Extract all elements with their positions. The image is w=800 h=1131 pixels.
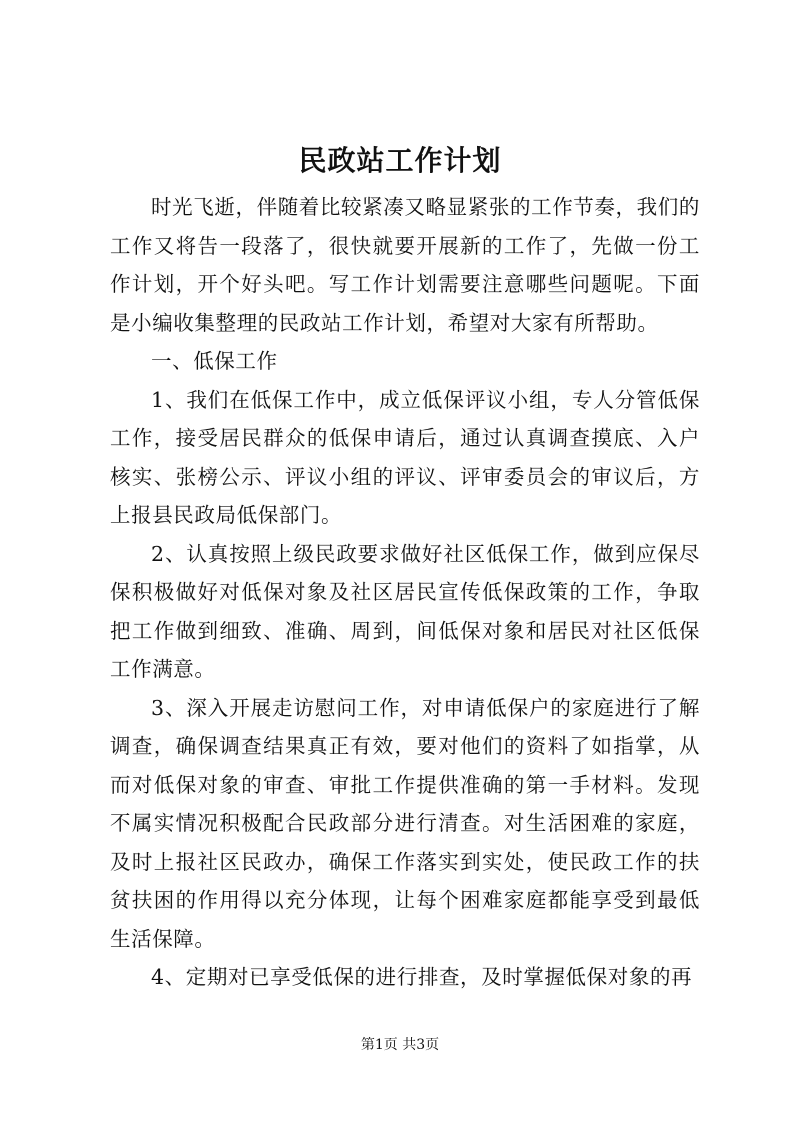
paragraph-item-2: 2、认真按照上级民政要求做好社区低保工作，做到应保尽保积极做好对低保对象及社区居民宣传低保政策的工作，争取把工作做到细致、准确、周到，间低保对象和居民对社区低保工作满意。 bbox=[110, 541, 700, 681]
paragraph-item-3: 3、深入开展走访慰问工作，对申请低保户的家庭进行了解调查，确保调查结果真正有效，要对他们的资料了如指掌，从而对低保对象的审查、审批工作提供准确的第一手材料。发现不属实情况积极配合民政部分进行清查。对生活困难的家庭，及时上报社区民政办，确保工作落实到实处，使民政工作的扶贫扶困的作用得以充分体现，让每个困难家庭都能享受到最低生活保障。 bbox=[110, 695, 700, 951]
document-body bbox=[110, 188, 700, 997]
page-title: 民政站工作计划 bbox=[298, 144, 502, 177]
section-heading-low-income: 一、低保工作 bbox=[151, 349, 278, 373]
paragraph-item-1: 1、我们在低保工作中，成立低保评议小组，专人分管低保工作，接受居民群众的低保申请后，通过认真调查摸底、入户核实、张榜公示、评议小组的评议、评审委员会的审议后，方上报县民政局低保部门。 bbox=[110, 387, 700, 527]
page-footer: 第1页 共3页 bbox=[360, 1037, 440, 1053]
paragraph-item-4: 4、定期对已享受低保的进行排查，及时掌握低保对象的再 bbox=[151, 965, 693, 989]
paragraph-intro: 时光飞逝，伴随着比较紧凑又略显紧张的工作节奏，我们的工作又将告一段落了，很快就要开展新的工作了，先做一份工作计划，开个好头吧。写工作计划需要注意哪些问题呢。下面是小编收集整理的民政站工作计划，希望对大家有所帮助。 bbox=[110, 195, 700, 335]
